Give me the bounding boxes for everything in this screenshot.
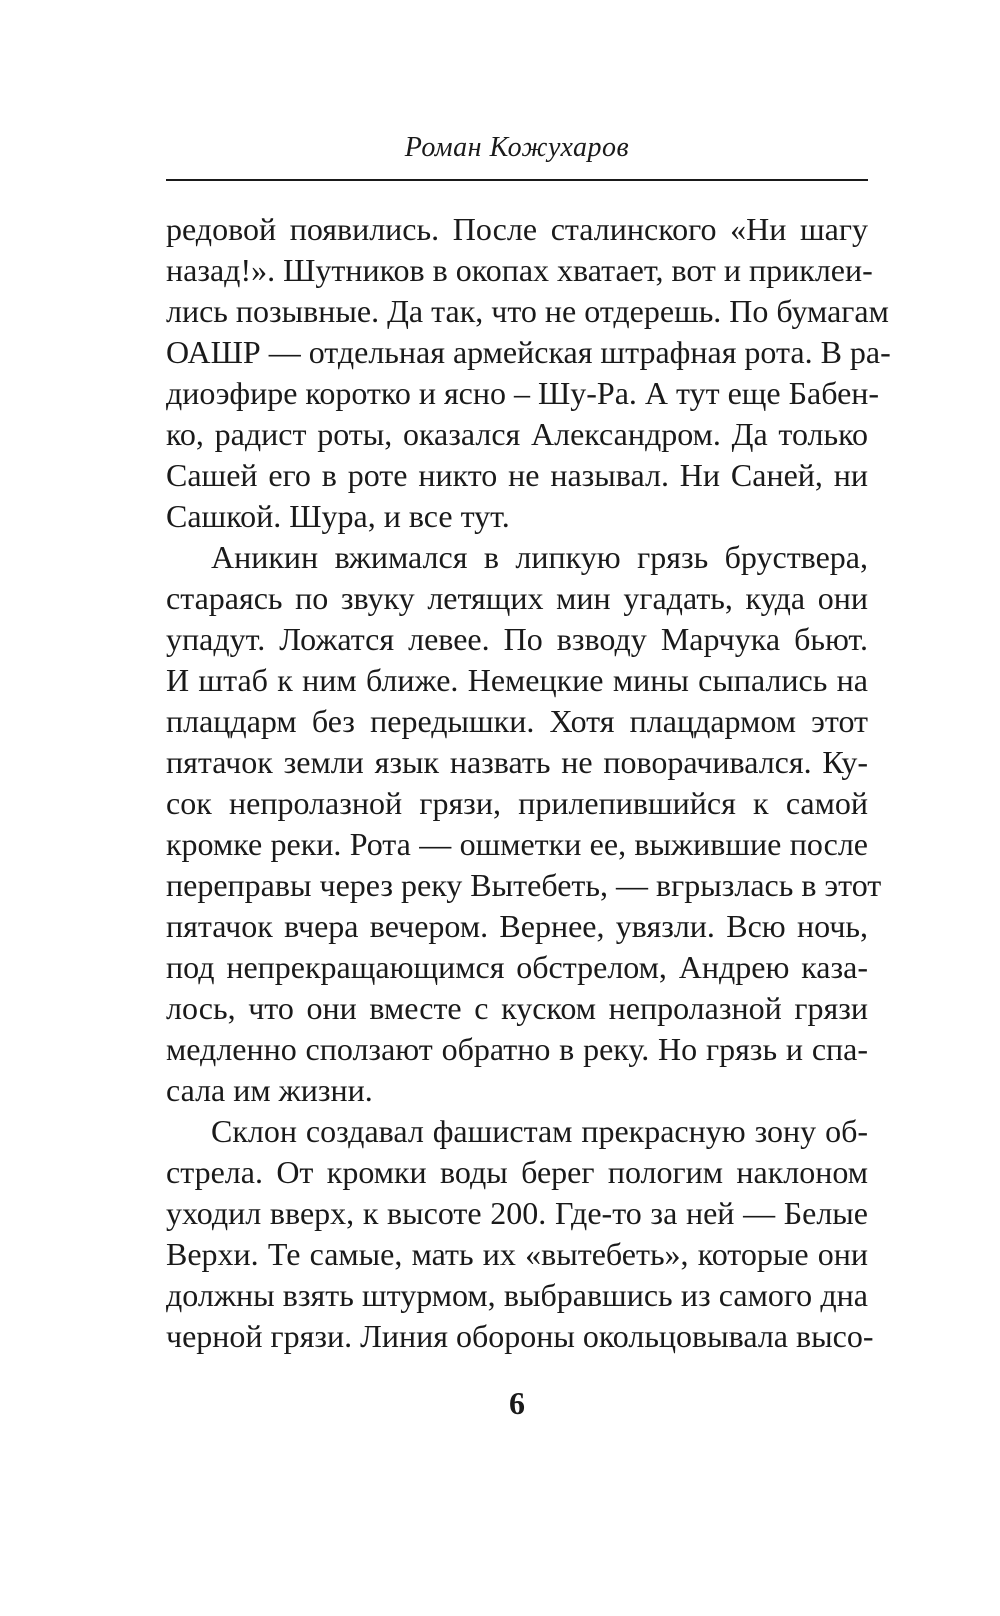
text-line: пятачок земли язык назвать не поворачивался. Ку-	[166, 744, 868, 780]
text-line: уходил вверх, к высоте 200. Где-то за ней — Белые	[166, 1195, 868, 1231]
text-line: медленно сползают обратно в реку. Но грязь и спа-	[166, 1031, 868, 1067]
text-line: лись позывные. Да так, что не отдерешь. По бумагам	[166, 293, 889, 329]
text-line: назад!». Шутников в окопах хватает, вот и приклеи-	[166, 252, 873, 288]
body-text	[166, 209, 891, 1357]
text-line: ко, радист роты, оказался Александром. Да только	[166, 416, 868, 452]
header-rule	[166, 179, 868, 181]
text-line: редовой появились. После сталинского «Ни шагу	[166, 211, 868, 247]
text-line: Верхи. Те самые, мать их «вытебеть», которые они	[166, 1236, 868, 1272]
text-line: стрела. От кромки воды берег пологим наклоном	[166, 1154, 868, 1190]
text-line: под непрекращающимся обстрелом, Андрею каза-	[166, 949, 868, 985]
running-head: Роман Кожухаров	[404, 132, 630, 163]
page-number: 6	[509, 1385, 525, 1421]
text-line: лось, что они вместе с куском непролазной грязи	[166, 990, 868, 1026]
text-line: Склон создавал фашистам прекрасную зону об-	[211, 1113, 868, 1149]
text-line: плацдарм без передышки. Хотя плацдармом этот	[166, 703, 868, 739]
text-line: должны взять штурмом, выбравшись из самого дна	[166, 1277, 868, 1313]
text-line: черной грязи. Линия обороны окольцовывала высо-	[166, 1318, 874, 1354]
text-line: сала им жизни.	[166, 1072, 373, 1108]
text-line: пятачок вчера вечером. Вернее, увязли. Всю ночь,	[166, 908, 868, 944]
text-line: ОАШР — отдельная армейская штрафная рота. В ра-	[166, 334, 891, 370]
text-line: стараясь по звуку летящих мин угадать, куда они	[166, 580, 868, 616]
text-line: И штаб к ним ближе. Немецкие мины сыпались на	[166, 662, 868, 698]
text-line: упадут. Ложатся левее. По взводу Марчука бьют.	[166, 621, 868, 657]
text-line: переправы через реку Вытебеть, — вгрызлась в этот	[166, 867, 882, 903]
text-line: Аникин вжимался в липкую грязь бруствера,	[211, 539, 868, 575]
text-line: Сашей его в роте никто не называл. Ни Саней, ни	[166, 457, 868, 493]
text-line: кромке реки. Рота — ошметки ее, выжившие после	[166, 826, 868, 862]
text-line: Сашкой. Шура, и все тут.	[166, 498, 510, 534]
text-line: сок непролазной грязи, прилепившийся к самой	[166, 785, 868, 821]
text-line: диоэфире коротко и ясно – Шу-Ра. А тут еще Бабен-	[166, 375, 880, 411]
